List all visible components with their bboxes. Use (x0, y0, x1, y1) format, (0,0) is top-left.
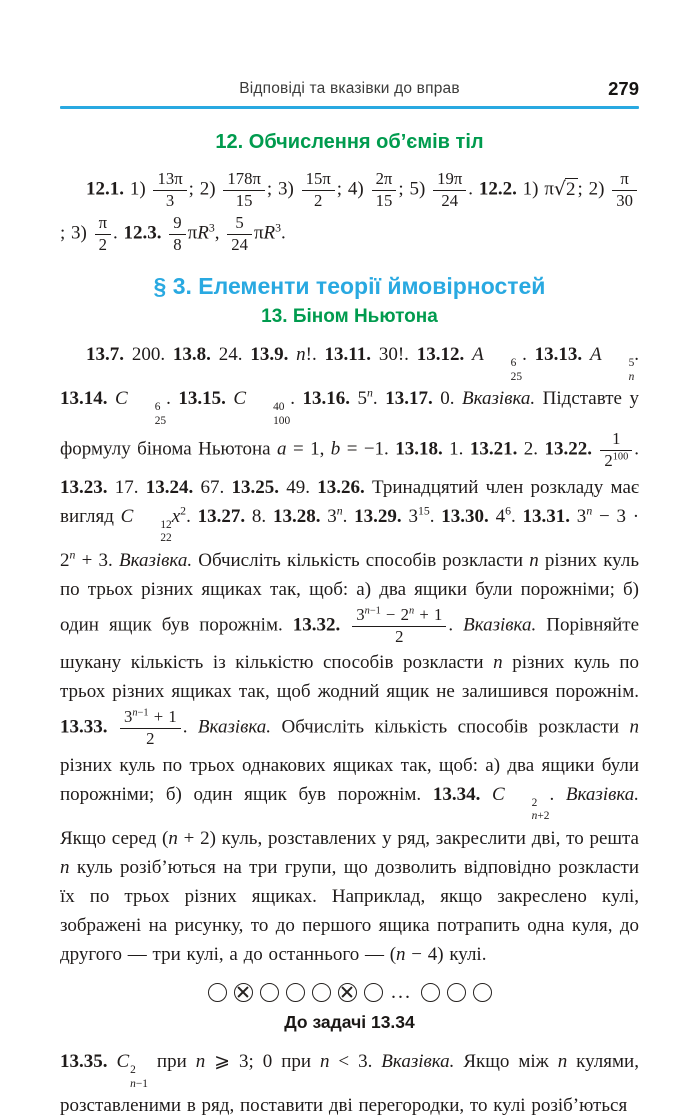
ball-icon (421, 983, 440, 1002)
math-sub-sup: A 5 n (589, 343, 635, 383)
heading-section-13: 13. Біном Ньютона (261, 305, 438, 327)
section-12-answers (60, 168, 639, 257)
math-fraction: $\frac{19\pi}{24}$ (433, 170, 466, 210)
heading-section-12: 12. Обчислення об’ємів тіл (215, 131, 484, 153)
math-sqrt: √2 (553, 177, 576, 200)
running-title: Відповіді та вказівки до вправ (239, 80, 460, 97)
math-fraction: $\frac{1}{2^{100}}$ (600, 430, 632, 470)
math-sub-sup: C 6 25 (115, 388, 167, 427)
answers-section-12: 12.1. 1) $\frac{13\pi}{3}$ ; 2) $\frac{178\pi}{15}$ ; 3) $\frac{15\pi}{2}$ ; 4) $\frac{2\pi}{15}$ ; 5) $\frac{19\pi}{24}$ . 12.2. 1) π√2 ; 2) $\frac{\pi}{30}$ ; 3) $\frac{\pi}{2}$ . 12.3. $\frac{9}{8}$ $\pi R^3$, $\frac{5}{24}$ $\pi R^3$. (60, 168, 639, 257)
ball-icon (312, 983, 331, 1002)
ball-icon (286, 983, 305, 1002)
ball-icon (260, 983, 279, 1002)
math-sub-sup: C 2 n−1 (116, 1051, 148, 1090)
ball-icon (364, 983, 383, 1002)
section-13-answers (60, 340, 639, 1120)
page-header (60, 80, 639, 102)
math-sub-sup: C 2 n+2 (491, 783, 550, 823)
math-fraction: $\frac{15\pi}{2}$ (302, 170, 335, 210)
crossed-ball-icon (234, 983, 253, 1002)
header-rule (60, 106, 639, 109)
math-fraction: $\frac{13\pi}{3}$ (153, 170, 186, 210)
ball-icon (473, 983, 492, 1002)
ball-icon (208, 983, 227, 1002)
math-sub-sup: C 40 100 (233, 388, 291, 427)
math-fraction: $\frac{3^{n-1} - 2^n + 1}{2}$ (352, 606, 446, 646)
ellipsis: ... (391, 981, 412, 1004)
math-sub-sup: A 6 25 (472, 343, 523, 383)
math-fraction: $\frac{2\pi}{15}$ (372, 170, 397, 210)
answer-13-35: 13.35. C 2 n−1 при n ⩾ 3; 0 при n < 3. Вказівка. Якщо між n кулями, розставленими в ряд, поставити дві перегородки, то кулі розіб’ються (60, 1051, 639, 1117)
heading-chapter-3: § 3. Елементи теорії ймовірностей (153, 272, 546, 299)
balls-figure (60, 980, 639, 1004)
math-fraction: $\frac{3^{n-1} + 1}{2}$ (120, 708, 181, 748)
math-fraction: $\frac{9}{8}$ (169, 214, 185, 254)
answers-section-13: 13.7. 200. 13.8. 24. 13.9. n!. 13.11. 30!. 13.12. A 6 25 . 13.13. A 5 n . 13.14. C 6 25 . 13.15. C 40 100 . 13.16. 5$^n$. 13.17. 0. Вказівка. Підставте у формулу бінома Ньютона a = 1, b = −1. 13.18. 1. 13.21. 2. 13.22. $\frac{1}{2^{100}}$ . 13.23. 17. 13.24. 67. 13.25. 49. 13.26. Тринадцятий член розкладу має вигляд C 12 22 $x^2$. 13.27. 8. 13.28. 3$^n$. 13.29. $3^{15}$. 13.30. $4^6$. 13.31. $3^n - 3 \cdot 2^n + 3$. Вказівка. Обчисліть кількість способів розкласти n різних куль по трьох різних ящиках так, щоб: а) два ящики були порожніми; б) один ящик був порожнім. 13.32. $\frac{3^{n-1} - 2^n + 1}{2}$ . Вказівка. Порівняйте шукану кількість із кількістю способів розкласти n різних куль по трьох різних ящиках так, щоб жодний ящик не залишився порожнім. 13.33. $\frac{3^{n-1} + 1}{2}$ . Вказівка. Обчисліть кількість способів розкласти n різних куль по трьох однакових ящиках так, щоб: а) два ящики були порожніми; б) один ящик був порожнім. 13.34. C 2 n+2 . Вказівка. Якщо серед (n + 2) куль, розставлених у ряд, закреслити дві, то решта n куль розіб’ються на три групи, що дозволить відповідно розкласти їх по трьох різних ящиках. Наприклад, якщо закреслено кулі, зображені на рисунку, то до першого ящика потрапить одна куля, до другого — три кулі, а до останнього — (n − 4) кулі. (60, 343, 640, 965)
figure-caption: До задачі 13.34 (284, 1012, 415, 1033)
math-fraction: $\frac{\pi}{30}$ (612, 170, 637, 210)
page-number: 279 (608, 78, 639, 99)
math-fraction: $\frac{5}{24}$ (227, 214, 252, 254)
ball-icon (447, 983, 466, 1002)
math-sub-sup: C 12 22 (120, 505, 172, 545)
crossed-ball-icon (338, 983, 357, 1002)
math-fraction: $\frac{\pi}{2}$ (95, 214, 111, 254)
math-fraction: $\frac{178\pi}{15}$ (223, 170, 265, 210)
